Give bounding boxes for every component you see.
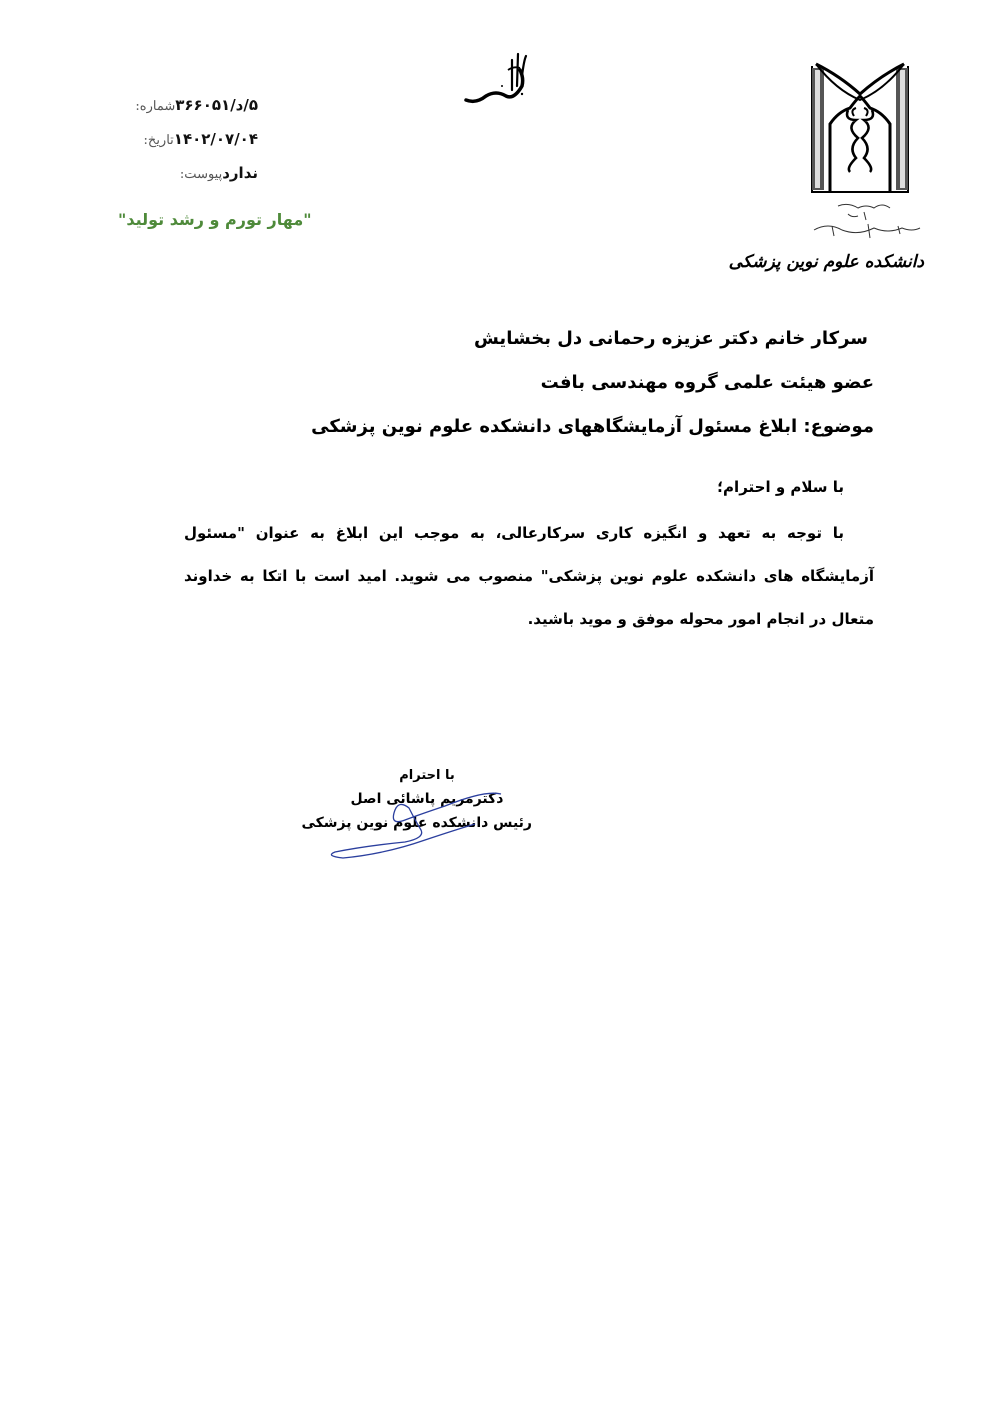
slogan: "مهار تورم و رشد تولید" <box>118 210 312 229</box>
letter-attachment-row <box>180 164 260 182</box>
signer-name: دکترمریم پاشائی اصل <box>350 791 504 807</box>
university-handwritten-subtext <box>808 200 928 248</box>
signer-title: رئیس دانشکده علوم نوین پزشکی <box>301 815 532 831</box>
body-paragraph: با توجه به تعهد و انگیزه کاری سرکارعالی، به موجب این ابلاغ به عنوان "مسئول آزمایشگاه های دانشکده علوم نوین پزشکی" منصوب می شوید. امید است با اتکا به خداوند متعال در انجام امور محوله موفق و موید باشید. <box>184 524 874 628</box>
letter-meta <box>100 96 260 196</box>
letter-number-value: ۵/د/۳۶۶۰۵۱ <box>175 96 258 114</box>
recipient-name: سرکار خانم دکتر عزیزه رحمانی دل بخشایش <box>473 328 868 349</box>
letter-date-value: ۱۴۰۲/۰۷/۰۴ <box>173 130 258 148</box>
greeting: با سلام و احترام؛ <box>717 478 844 496</box>
basmala-icon <box>462 46 532 108</box>
university-emblem-icon <box>800 60 920 200</box>
closing-phrase: با احترام <box>399 768 455 783</box>
university-name: دانشکده علوم نوین پزشکی <box>728 252 924 272</box>
letter-subject: موضوع: ابلاغ مسئول آزمایشگاههای دانشکده علوم نوین پزشکی <box>311 416 874 437</box>
letter-date-row <box>144 130 260 148</box>
letter-attachment-label: پیوست: <box>179 167 223 182</box>
signature-block <box>301 768 532 831</box>
letter-number-label: شماره: <box>135 99 176 114</box>
letter-attachment-value: ندارد <box>222 164 258 182</box>
recipient-position: عضو هیئت علمی گروه مهندسی بافت <box>540 372 874 393</box>
letter-number-row <box>135 96 260 114</box>
letter-date-label: تاریخ: <box>143 133 174 148</box>
